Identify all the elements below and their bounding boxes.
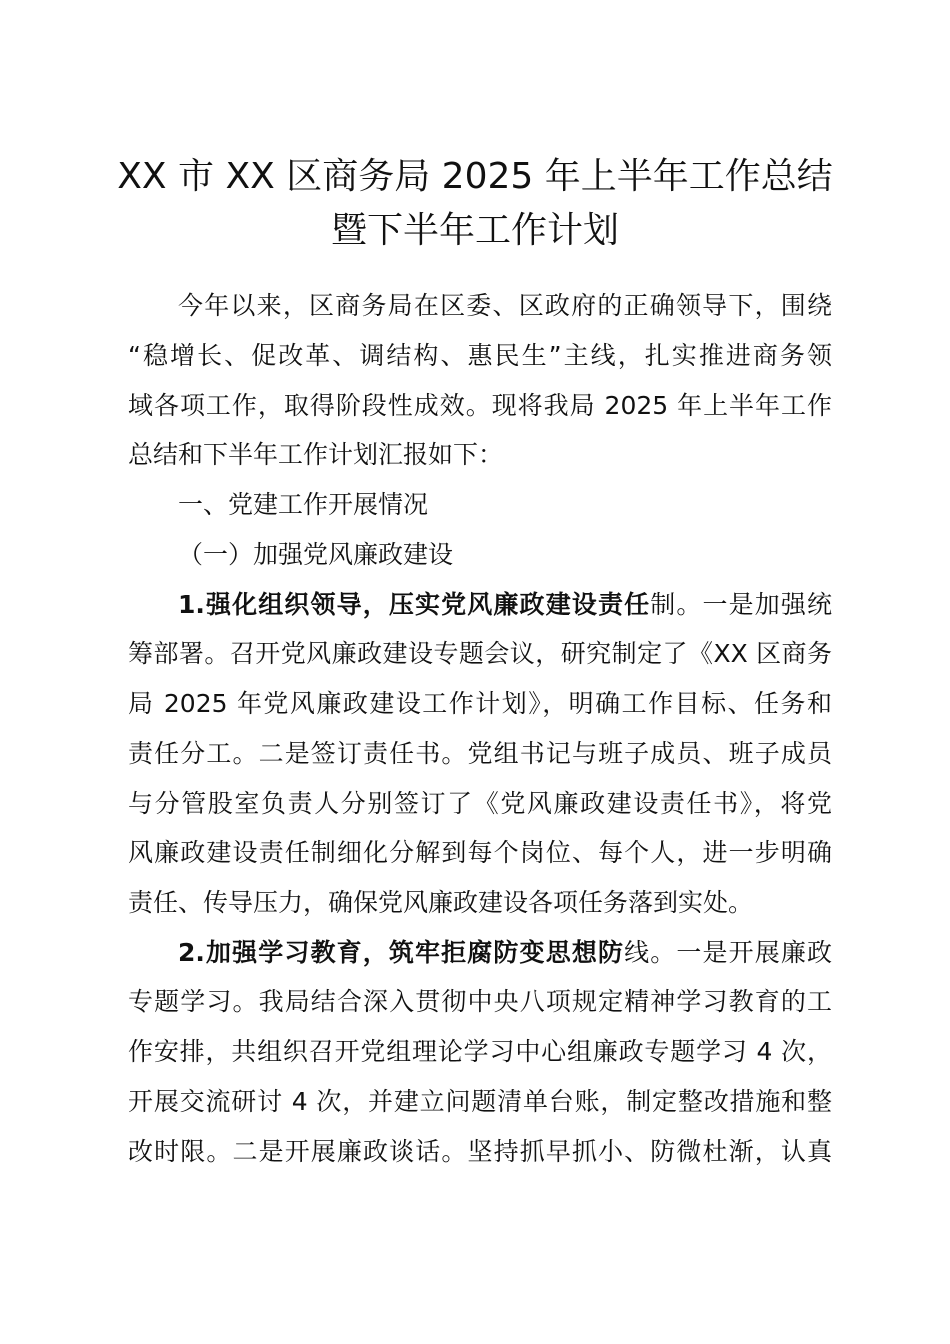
document-title-line-2: 暨下半年工作计划	[330, 210, 619, 251]
item-2-line: 作安排，共组织召开党组理论学习中心组廉政专题学习 4 次，	[128, 1037, 832, 1066]
intro-line-1: 今年以来，区商务局在区委、区政府的正确领导下，围绕	[178, 291, 832, 320]
item-1-heading: 1.强化组织领导，压实党风廉政建设责任	[178, 590, 651, 619]
item-1-line: 与分管股室负责人分别签订了《党风廉政建设责任书》，将党	[128, 789, 832, 818]
section-heading: 一、党建工作开展情况	[178, 490, 429, 519]
item-2-line: 改时限。二是开展廉政谈话。坚持抓早抓小、防微杜渐，认真	[128, 1137, 832, 1166]
intro-line-2: “稳增长、促改革、调结构、惠民生”主线，扎实推进商务领	[128, 341, 832, 370]
item-1-line: 局 2025 年党风廉政建设工作计划》，明确工作目标、任务和	[128, 689, 832, 718]
intro-line-3: 域各项工作，取得阶段性成效。现将我局 2025 年上半年工作	[128, 391, 832, 420]
item-2-heading: 2.加强学习教育，筑牢拒腐防变思想防	[178, 938, 625, 967]
item-2-first-line-text: 线。一是开展廉政	[624, 938, 832, 967]
item-1-line: 责任分工。二是签订责任书。党组书记与班子成员、班子成员	[128, 739, 832, 768]
item-1-first-line	[178, 588, 832, 622]
item-1-line: 风廉政建设责任制细化分解到每个岗位、每个人，进一步明确	[128, 838, 832, 867]
intro-line-4: 总结和下半年工作计划汇报如下：	[128, 440, 504, 469]
item-2-first-line	[178, 936, 832, 970]
subsection-heading: （一）加强党风廉政建设	[178, 540, 454, 569]
item-1-line: 筹部署。召开党风廉政建设专题会议，研究制定了《XX 区商务	[128, 639, 832, 668]
item-1-first-line-text: 制。一是加强统	[650, 590, 832, 619]
document-title-line-1: XX 市 XX 区商务局 2025 年上半年工作总结	[117, 156, 833, 197]
item-2-line: 开展交流研讨 4 次，并建立问题清单台账，制定整改措施和整	[128, 1087, 832, 1116]
item-2-line: 专题学习。我局结合深入贯彻中央八项规定精神学习教育的工	[128, 987, 832, 1016]
item-1-line: 责任、传导压力，确保党风廉政建设各项任务落到实处。	[128, 888, 754, 917]
